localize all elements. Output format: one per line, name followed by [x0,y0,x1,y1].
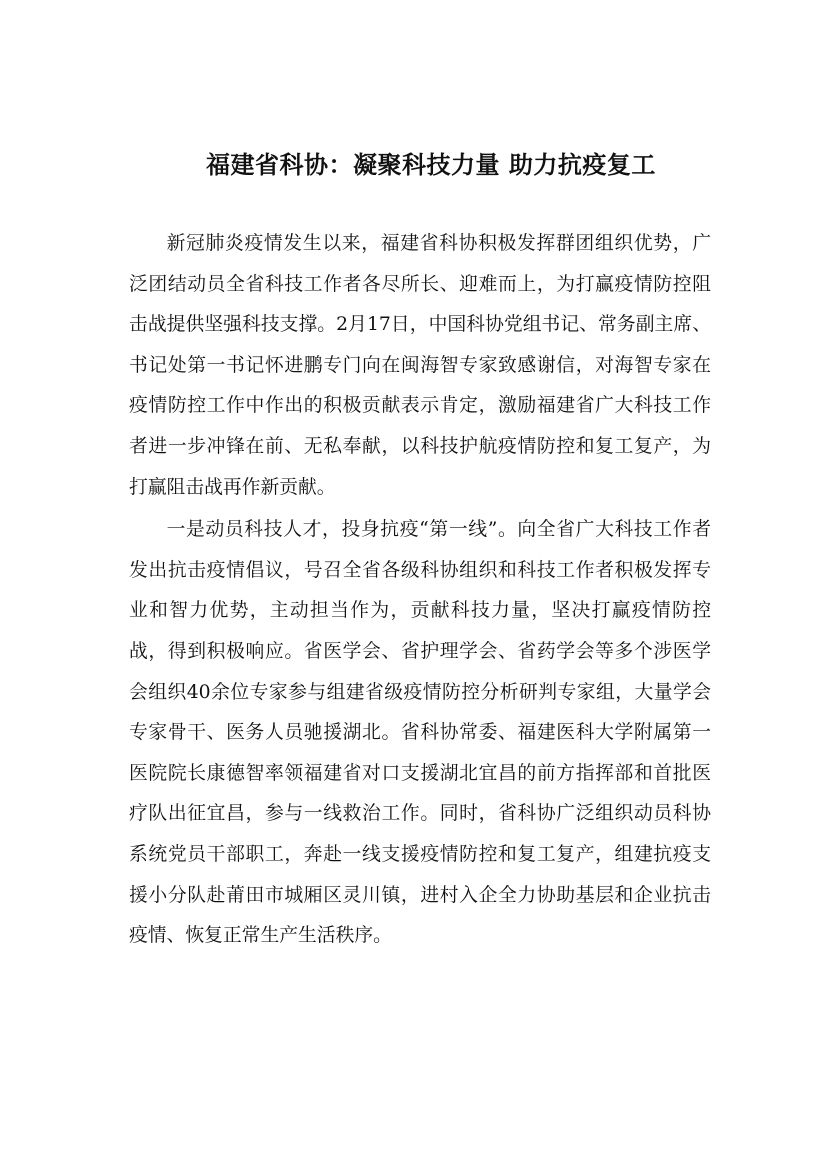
paragraph-intro: 新冠肺炎疫情发生以来，福建省科协积极发挥群团组织优势，广泛团结动员全省科技工作者各尽所长、迎难而上，为打赢疫情防控阻击战提供坚强科技支撑。2月17日，中国科协党组书记、常务副主席、书记处第一书记怀进鹏专门向在闽海智专家致感谢信，对海智专家在疫情防控工作中作出的积极贡献表示肯定，激励福建省广大科技工作者进一步冲锋在前、无私奉献，以科技护航疫情防控和复工复产，为打赢阻击战再作新贡献。 [129,233,711,498]
paragraph-mobilize-talent: 一是动员科技人才，投身抗疫“第一线”。向全省广大科技工作者发出抗击疫情倡议，号召全省各级科协组织和科技工作者积极发挥专业和智力优势，主动担当作为，贡献科技力量，坚决打赢疫情防控战，得到积极响应。省医学会、省护理学会、省药学会等多个涉医学会组织40余位专家参与组建省级疫情防控分析研判专家组，大量学会专家骨干、医务人员驰援湖北。省科协常委、福建医科大学附属第一医院院长康德智率领福建省对口支援湖北宜昌的前方指挥部和首批医疗队出征宜昌，参与一线救治工作。同时，省科协广泛组织动员科协系统党员干部职工，奔赴一线支援疫情防控和复工复产，组建抗疫支援小分队赴莆田市城厢区灵川镇，进村入企全力协助基层和企业抗击疫情、恢复正常生产生活秩序。 [129,519,711,947]
document-body [129,224,711,959]
document-title: 福建省科协：凝聚科技力量 助力抗疫复工 [206,150,656,179]
